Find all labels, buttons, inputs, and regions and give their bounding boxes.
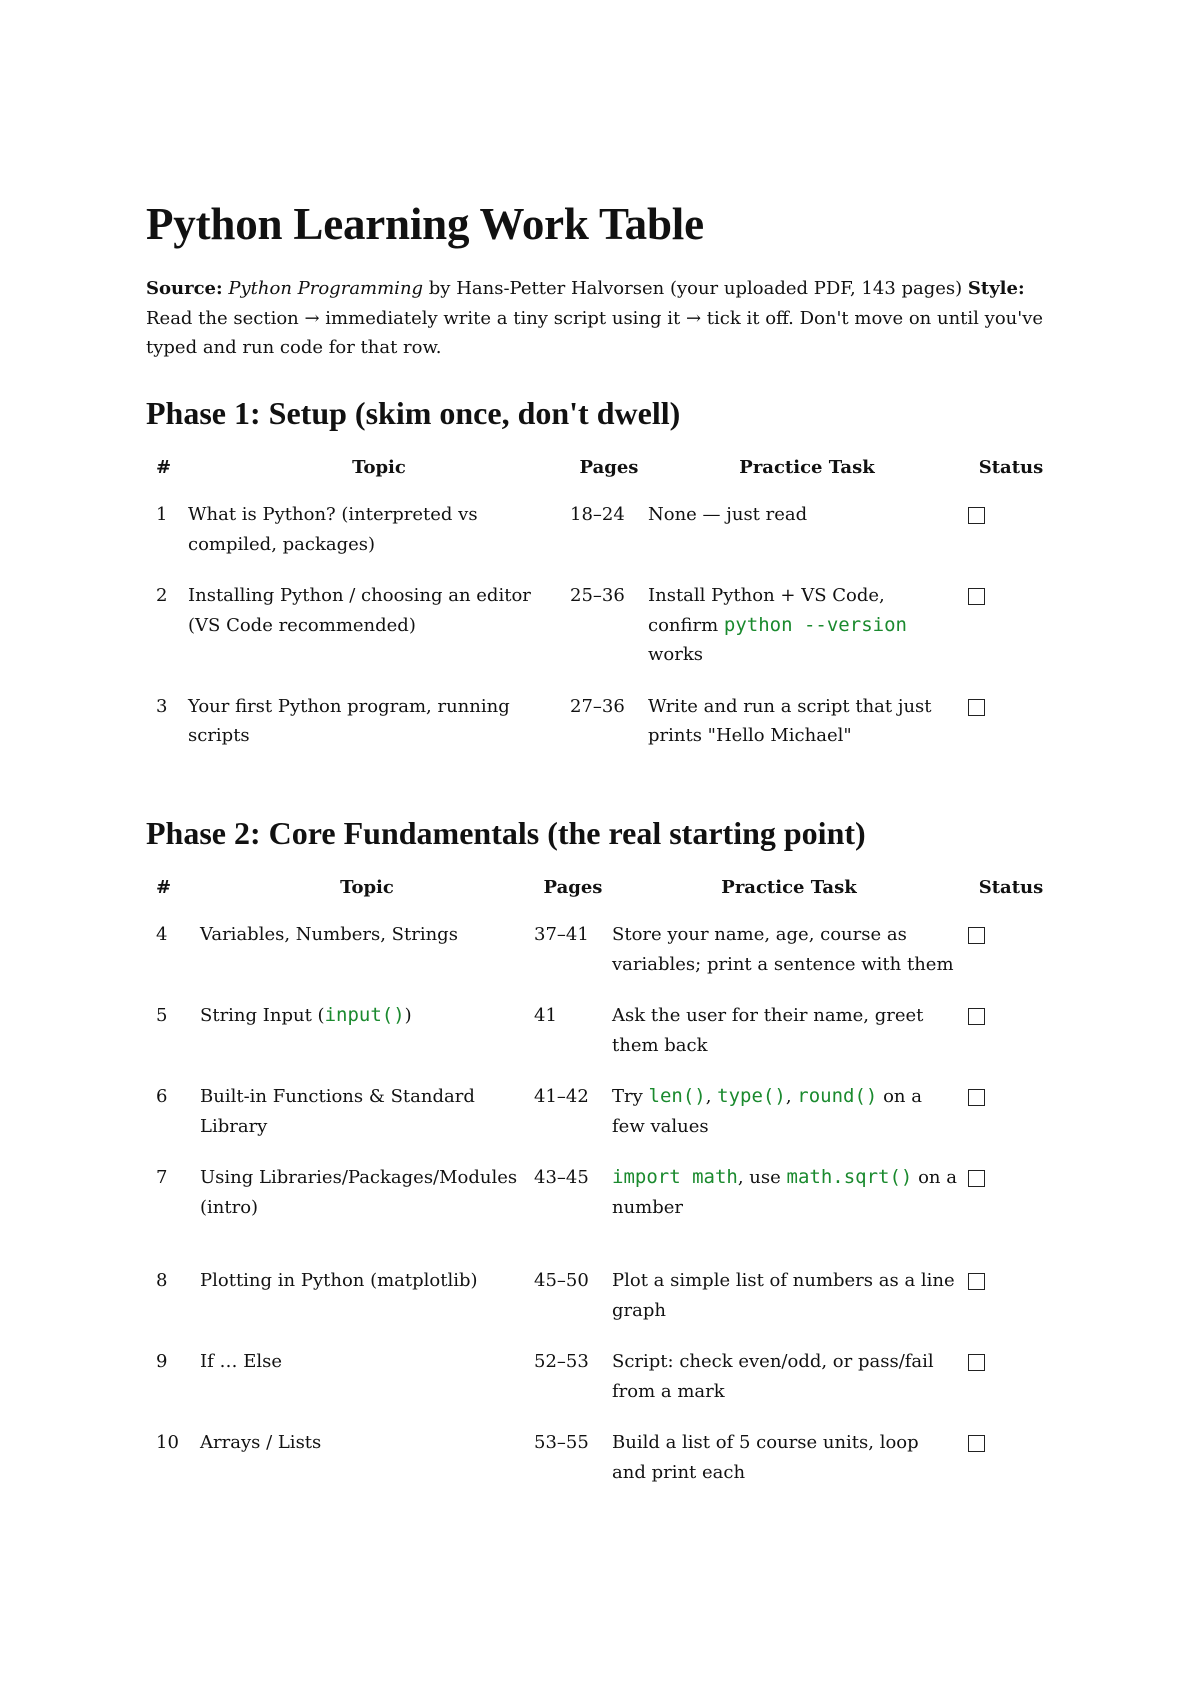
row-num: 3 <box>156 695 168 717</box>
task-text: works <box>648 644 703 665</box>
row-status <box>966 1082 1056 1163</box>
table-row <box>146 1266 1056 1347</box>
phase2-heading: Phase 2: Core Fundamentals (the real starting point) <box>146 814 866 851</box>
topic-code: input() <box>324 1004 405 1026</box>
row-num: 5 <box>156 1005 168 1026</box>
col-header-status: Status <box>978 456 1044 478</box>
table-header-row <box>146 867 1056 921</box>
task-code: type() <box>717 1085 786 1107</box>
row-task: Script: check even/odd, or pass/fail from a mark <box>612 1351 934 1402</box>
row-pages: 27–36 <box>570 695 625 717</box>
status-checkbox[interactable] <box>968 927 985 944</box>
status-checkbox[interactable] <box>968 507 985 524</box>
source-label: Source: <box>146 278 223 299</box>
status-checkbox[interactable] <box>968 1008 985 1025</box>
phase1-table <box>146 447 1056 773</box>
task-text: , <box>705 1086 718 1107</box>
task-text: on a few values <box>612 1086 922 1137</box>
status-checkbox[interactable] <box>968 699 985 716</box>
row-task: Build a list of 5 course units, loop and print each <box>612 1432 919 1483</box>
row-task <box>648 581 966 692</box>
row-num: 9 <box>156 1351 168 1372</box>
task-code: math.sqrt() <box>786 1166 913 1188</box>
task-text: , <box>785 1086 798 1107</box>
table-row <box>146 581 1056 692</box>
row-topic <box>200 1001 534 1082</box>
row-task: None — just read <box>648 504 808 525</box>
status-checkbox[interactable] <box>968 1435 985 1452</box>
row-task <box>612 1163 966 1266</box>
task-code: round() <box>797 1085 878 1107</box>
col-header-num: # <box>156 876 172 898</box>
row-status <box>966 1001 1056 1082</box>
row-num: 6 <box>156 1086 168 1107</box>
table-row <box>146 1347 1056 1428</box>
task-text: on a number <box>612 1167 957 1218</box>
row-topic: Installing Python / choosing an editor (VS Code recommended) <box>188 585 531 636</box>
row-topic: Variables, Numbers, Strings <box>200 924 458 945</box>
table-row <box>146 692 1056 773</box>
task-code: len() <box>648 1085 706 1107</box>
col-header-pages: Pages <box>579 456 639 478</box>
row-num: 7 <box>156 1167 168 1188</box>
row-status <box>966 1428 1056 1509</box>
table-row <box>146 1001 1056 1082</box>
task-text: Install Python + VS Code, confirm <box>648 585 885 636</box>
col-header-topic: Topic <box>352 456 406 478</box>
row-status <box>966 692 1056 773</box>
row-num: 1 <box>156 504 168 525</box>
task-text: Try <box>612 1086 649 1107</box>
row-num: 4 <box>156 924 168 945</box>
phase2-table <box>146 867 1056 1510</box>
row-pages: 41 <box>534 1005 557 1026</box>
row-num: 10 <box>156 1432 179 1453</box>
row-num: 8 <box>156 1270 168 1291</box>
row-topic: Arrays / Lists <box>200 1432 322 1453</box>
col-header-status: Status <box>978 876 1044 898</box>
row-task <box>612 1082 966 1163</box>
intro-paragraph <box>146 274 1061 363</box>
row-pages: 41–42 <box>534 1086 589 1107</box>
row-num: 2 <box>156 585 168 606</box>
table-row <box>146 1082 1056 1163</box>
phase1-heading: Phase 1: Setup (skim once, don't dwell) <box>146 394 681 431</box>
page-title: Python Learning Work Table <box>146 199 704 249</box>
document-page <box>146 196 1056 1509</box>
col-header-topic: Topic <box>340 876 394 898</box>
row-pages: 18–24 <box>570 504 625 525</box>
status-checkbox[interactable] <box>968 1273 985 1290</box>
source-details: by Hans-Petter Halvorsen (your uploaded PDF, 143 pages) <box>423 278 968 299</box>
row-pages: 37–41 <box>534 924 589 945</box>
topic-text: String Input ( <box>200 1005 325 1026</box>
row-status <box>966 581 1056 692</box>
row-topic: Your first Python program, running scripts <box>188 695 510 746</box>
row-pages: 53–55 <box>534 1432 589 1453</box>
row-pages: 45–50 <box>534 1270 589 1291</box>
row-topic: What is Python? (interpreted vs compiled, packages) <box>188 504 478 555</box>
row-status <box>966 1163 1056 1266</box>
row-task: Plot a simple list of numbers as a line graph <box>612 1270 955 1321</box>
row-topic: Built-in Functions & Standard Library <box>200 1086 475 1137</box>
task-code: import math <box>612 1166 738 1188</box>
row-task: Ask the user for their name, greet them back <box>612 1005 924 1056</box>
col-header-task: Practice Task <box>721 876 857 898</box>
col-header-num: # <box>156 456 172 478</box>
table-row <box>146 500 1056 581</box>
row-task: Store your name, age, course as variables; print a sentence with them <box>612 924 954 975</box>
status-checkbox[interactable] <box>968 1089 985 1106</box>
col-header-task: Practice Task <box>739 456 875 478</box>
row-status <box>966 500 1056 581</box>
col-header-pages: Pages <box>543 876 603 898</box>
row-topic: Using Libraries/Packages/Modules (intro) <box>200 1167 518 1218</box>
row-pages: 25–36 <box>570 585 625 606</box>
topic-text: ) <box>404 1005 412 1026</box>
row-status <box>966 1347 1056 1428</box>
row-status <box>966 920 1056 1001</box>
task-code: python --version <box>723 613 907 636</box>
status-checkbox[interactable] <box>968 1354 985 1371</box>
status-checkbox[interactable] <box>968 588 985 605</box>
source-book-title: Python Programming <box>228 278 424 299</box>
task-text: , use <box>737 1167 787 1188</box>
row-status <box>966 1266 1056 1347</box>
row-topic: Plotting in Python (matplotlib) <box>200 1270 478 1291</box>
row-pages: 52–53 <box>534 1351 589 1372</box>
table-row <box>146 1428 1056 1509</box>
status-checkbox[interactable] <box>968 1170 985 1187</box>
row-topic: If … Else <box>200 1351 283 1372</box>
row-task: Write and run a script that just prints "Hello Michael" <box>648 695 932 746</box>
table-row <box>146 920 1056 1001</box>
row-pages: 43–45 <box>534 1167 589 1188</box>
style-text: Read the section → immediately write a tiny script using it → tick it off. Don't move on until you've typed and run code for that row. <box>146 307 1044 358</box>
style-label: Style: <box>967 278 1025 299</box>
table-header-row <box>146 447 1056 501</box>
table-row <box>146 1163 1056 1266</box>
